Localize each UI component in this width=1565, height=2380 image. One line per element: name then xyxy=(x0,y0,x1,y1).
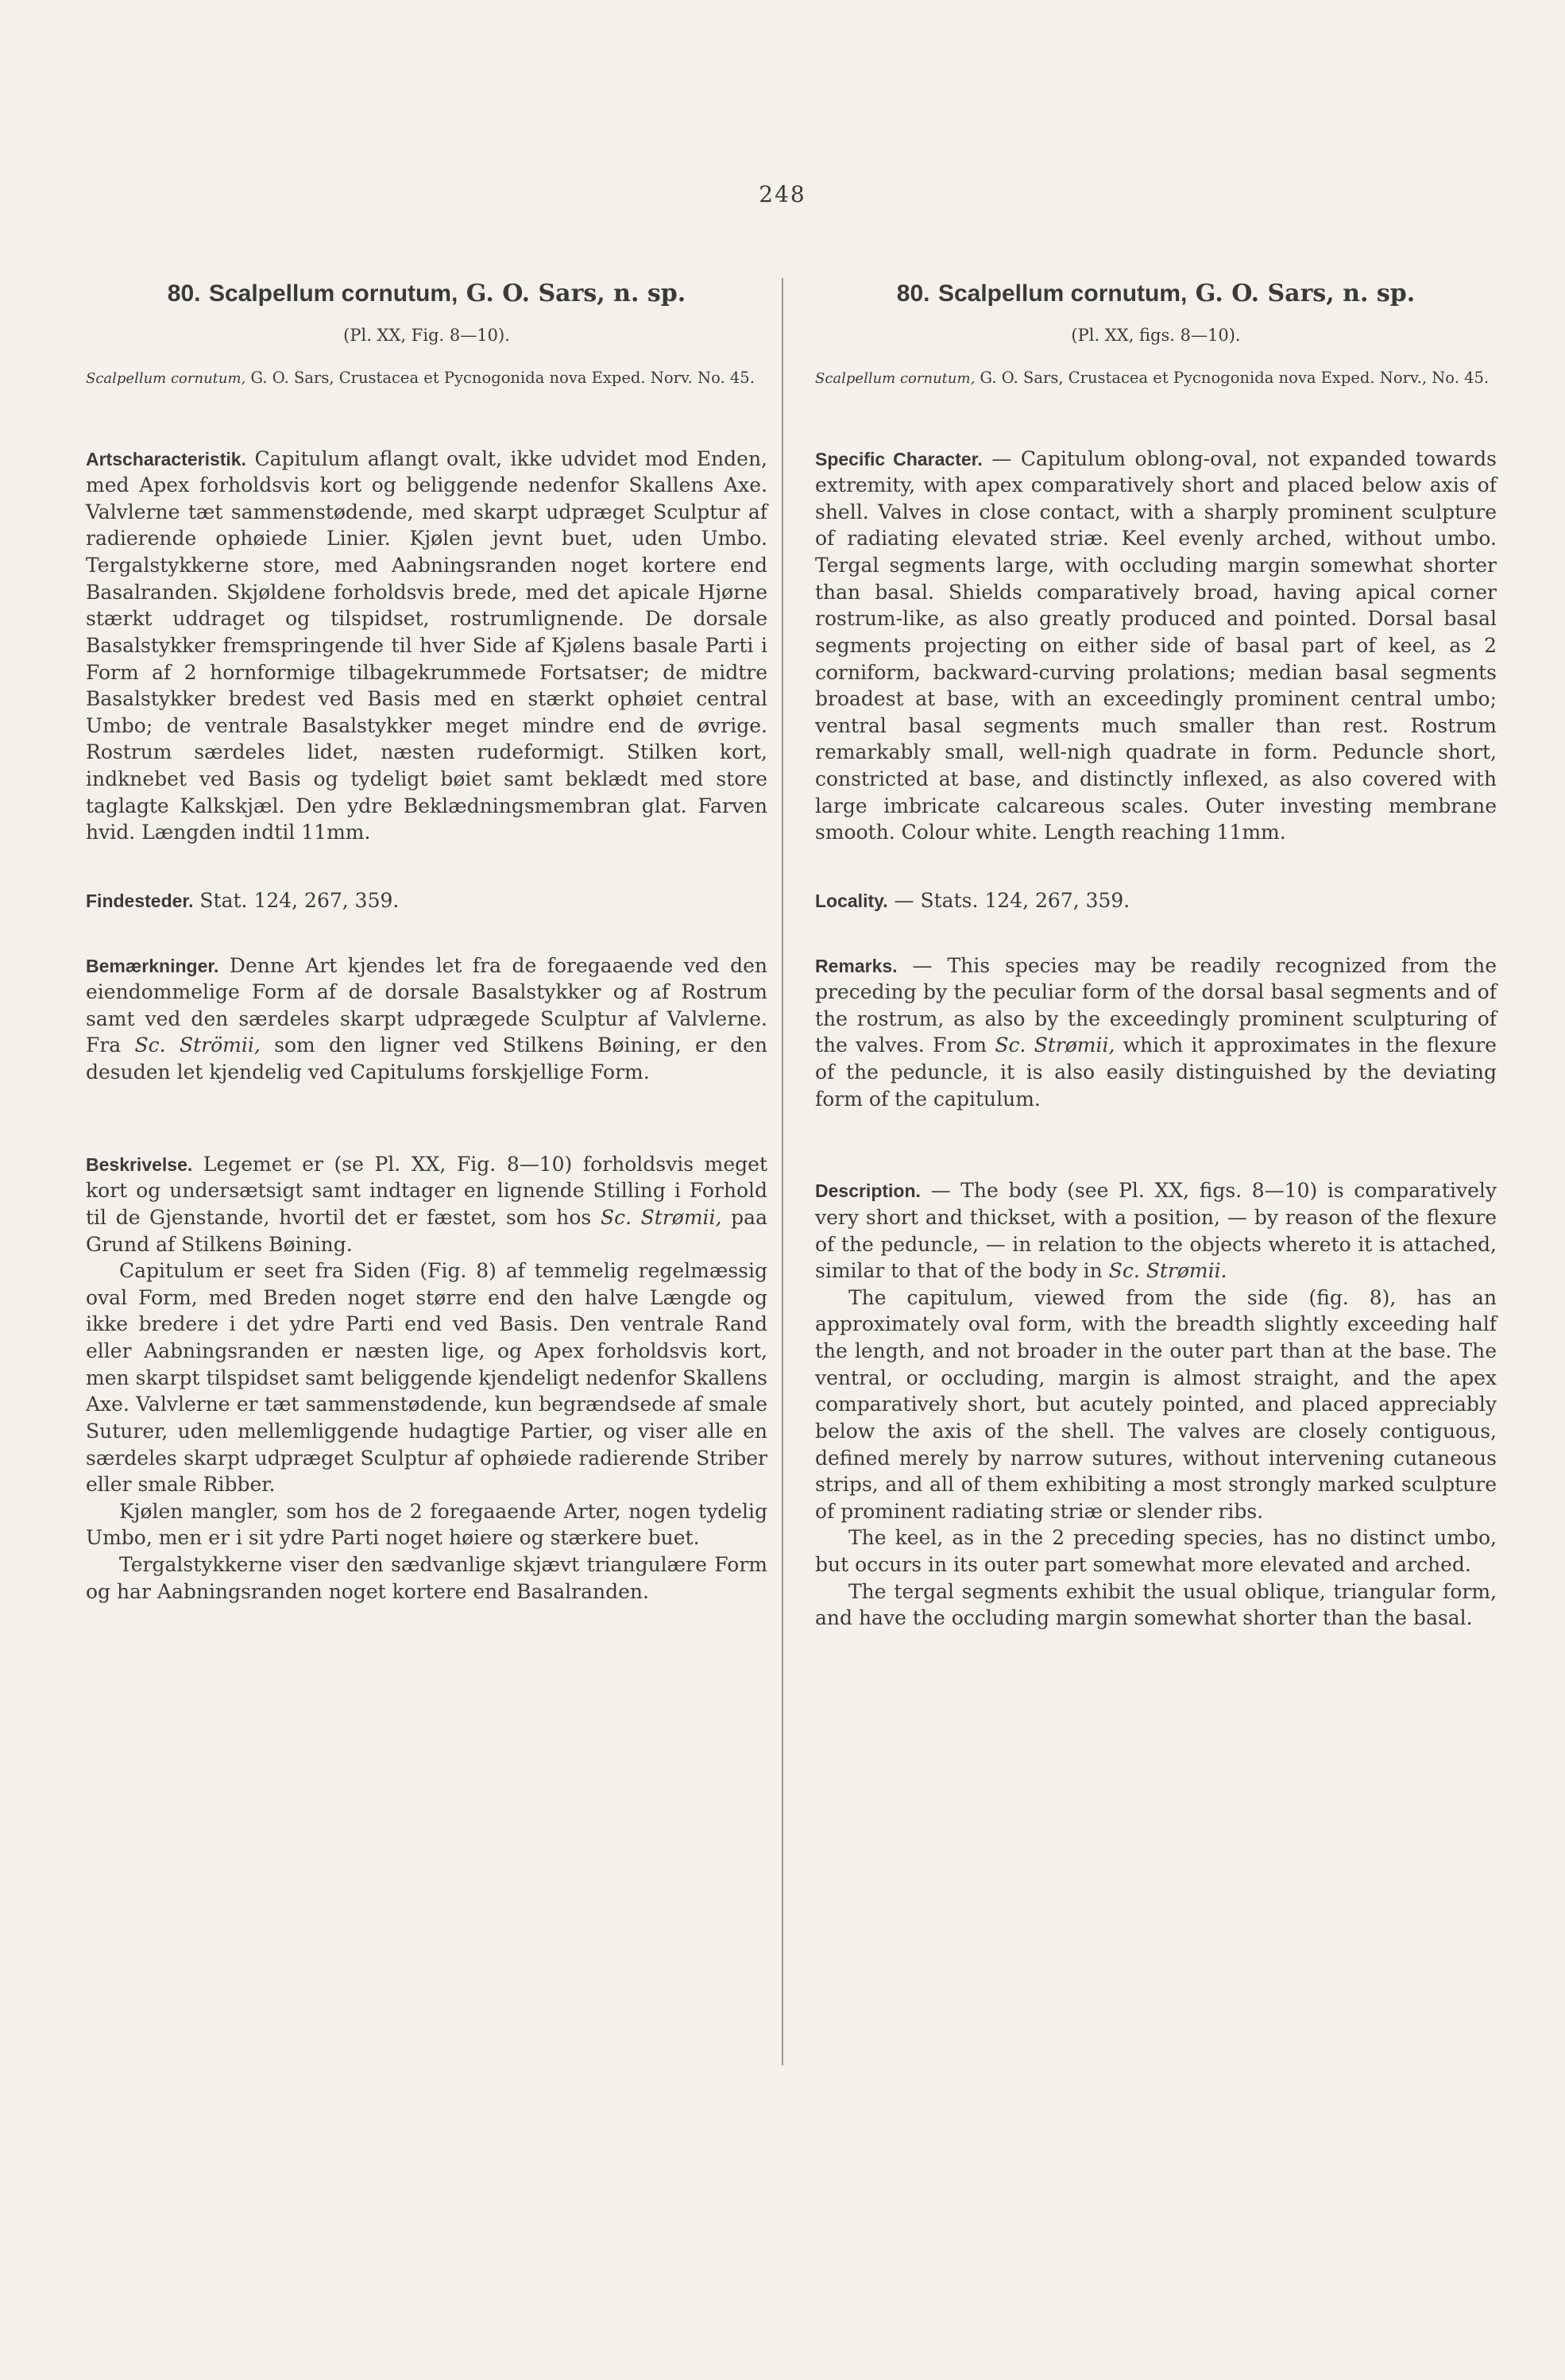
paragraph-text: — This species may be readily recognized from the preceding by the peculiar form of the dorsal basal segments and of the rostrum, as also by the exceedingly prominent sculpturing of the valves. From xyxy=(815,953,1497,1057)
tergal-paragraph: The tergal segments exhibit the usual oblique, triangular form, and have the occluding margin somewhat shorter than the basal. xyxy=(815,1579,1497,1630)
species-number: 80. xyxy=(167,280,201,307)
taxon-italic: Sc. Strømii. xyxy=(1108,1259,1227,1283)
species-author: G. O. Sars, n. sp. xyxy=(1187,280,1416,307)
taxon-italic: Sc. Strömii, xyxy=(134,1034,261,1057)
plate-reference: (Pl. XX, figs. 8—10). xyxy=(1071,326,1241,345)
artscharacteristik-paragraph xyxy=(86,446,767,846)
beskrivelse-paragraph xyxy=(86,1151,767,1258)
paragraph-text: som den ligner ved Stilkens Bøining, er den desuden let kjendelig ved Capitulums forskjellige Form. xyxy=(86,1034,767,1084)
species-name: Scalpellum cornutum, xyxy=(937,280,1188,307)
page-number: 248 xyxy=(759,181,806,207)
species-heading xyxy=(86,280,767,308)
keel-paragraph: Kjølen mangler, som hos de 2 foregaaende Arter, nogen tydelig Umbo, men er i sit ydre Parti noget høiere og stærkere buet. xyxy=(86,1499,767,1550)
section-label: Bemærkninger. xyxy=(86,955,219,976)
citation-taxon: Scalpellum cornutum, xyxy=(86,370,246,387)
description-paragraph xyxy=(815,1177,1497,1285)
paragraph-text: Denne Art kjendes let fra de foregaaende ved den eiendommelige Form af de dorsale Basalstykker og af Rostrum samt ved den særdeles skarpt udprægede Sculptur af Valvlerne. Fra xyxy=(86,953,767,1057)
paragraph-text: which it approximates in the flexure of the peduncle, it is also easily distinguished by the deviating form of the capitulum. xyxy=(815,1034,1497,1111)
locality-paragraph xyxy=(815,887,1497,914)
section-label: Locality. xyxy=(815,890,888,911)
paragraph-text: Legemet er (se Pl. XX, Fig. 8—10) forholdsvis meget kort og undersætsigt samt indtager en lignende Stilling i Forhold til de Gjenstande, hvortil det er fæstet, som hos xyxy=(86,1152,767,1229)
citation xyxy=(86,369,767,388)
section-label: Findesteder. xyxy=(86,890,194,911)
citation xyxy=(815,369,1497,388)
capitulum-paragraph: The capitulum, viewed from the side (fig. 8), has an approximately oval form, with the breadth slightly exceeding half the length, and not broader in the outer part than at the base. The ventral, or occluding, margin is almost straight, and the apex comparatively short, but acutely pointed, and placed appreciably below the axis of the shell. The valves are closely contiguous, defined merely by narrow sutures, without intervening cutaneous strips, and all of them exhibiting a most strongly marked sculpture of prominent radiating striæ or slender ribs. xyxy=(815,1285,1497,1523)
paragraph-text: paa Grund af Stilkens Bøining. xyxy=(86,1205,767,1256)
paragraph-text: Stat. 124, 267, 359. xyxy=(193,888,400,912)
paragraph-text: Capitulum aflangt ovalt, ikke udvidet mod Enden, med Apex forholdsvis kort og beliggende nedenfor Skallens Axe. Valvlerne tæt sammenstødende, med skarpt udpræget Sculptur af radierende ophøiede Linier. Kjølen jevnt buet, uden Umbo. Tergalstykkerne store, med Aabningsranden noget kortere end Basalranden. Skjøldene forholdsvis brede, med det apicale Hjørne stærkt uddraget og tilspidset, rostrumlignende. De dorsale Basalstykker fremspringende til hver Side af Kjølens basale Parti i Form af 2 hornformige tilbagekrummede Fortsatser; de midtre Basalstykker bredest ved Basis med en stærkt ophøiet central Umbo; de ventrale Basalstykker meget mindre end de øvrige. Rostrum særdeles lidet, næsten rudeformigt. Stilken kort, indknebet ved Basis og tydeligt bøiet samt beklædt med store taglagte Kalkskjæl. Den ydre Beklædningsmembran glat. Farven hvid. Længden indtil 11mm. xyxy=(86,446,767,844)
norwegian-column xyxy=(86,280,767,1605)
tergal-paragraph: Tergalstykkerne viser den sædvanlige skjævt triangulære Form og har Aabningsranden noget kortere end Basalranden. xyxy=(86,1553,767,1603)
english-column xyxy=(815,280,1497,1632)
specific-character-paragraph xyxy=(815,446,1497,846)
paragraph-text: — Capitulum oblong-oval, not expanded towards extremity, with apex comparatively short and placed below axis of shell. Valves in close contact, with a sharply prominent sculpture of radiating elevated striæ. Keel evenly arched, without umbo. Tergal segments large, with occluding margin somewhat shorter than basal. Shields comparatively broad, having apical corner rostrum-like, as also greatly produced and pointed. Dorsal basal segments projecting on either side of basal part of keel, as 2 corniform, backward-curving prolations; median basal segments broadest at base, with an exceedingly prominent central umbo; ventral basal segments much smaller than rest. Rostrum remarkably small, well-nigh quadrate in form. Peduncle short, constricted at base, and distinctly inflexed, as also covered with large imbricate calcareous scales. Outer investing membrane smooth. Colour white. Length reaching 11mm. xyxy=(815,446,1497,844)
plate-reference: (Pl. XX, Fig. 8—10). xyxy=(343,326,510,345)
citation-source: G. O. Sars, Crustacea et Pycnogonida nova Exped. Norv. No. 45. xyxy=(245,369,755,387)
paragraph-text: — Stats. 124, 267, 359. xyxy=(887,888,1130,912)
section-label: Description. xyxy=(815,1180,921,1202)
section-label: Beskrivelse. xyxy=(86,1153,193,1175)
species-author: G. O. Sars, n. sp. xyxy=(458,280,686,307)
bemaerkninger-paragraph xyxy=(86,952,767,1086)
citation-source: G. O. Sars, Crustacea et Pycnogonida nova Exped. Norv., No. 45. xyxy=(975,369,1490,387)
taxon-italic: Sc. Strømii, xyxy=(600,1205,722,1229)
citation-taxon: Scalpellum cornutum, xyxy=(815,370,976,387)
taxon-italic: Sc. Strømii, xyxy=(995,1034,1115,1057)
section-label: Artscharacteristik. xyxy=(86,448,246,469)
paragraph-text: — The body (see Pl. XX, figs. 8—10) is comparatively very short and thickset, with a position, — by reason of the flexure of the peduncle, — in relation to the objects whereto it is attached, similar to that of the body in xyxy=(815,1179,1497,1283)
species-number: 80. xyxy=(896,280,930,307)
capitulum-paragraph: Capitulum er seet fra Siden (Fig. 8) af temmelig regelmæssig oval Form, med Breden noget større end den halve Længde og ikke bredere i det ydre Parti end ved Basis. Den ventrale Rand eller Aabningsranden er næsten lige, og Apex forholdsvis kort, men skarpt tilspidset samt beliggende kjendeligt nedenfor Skallens Axe. Valvlerne er tæt sammenstødende, kun begrændsede af smale Suturer, uden mellemliggende hudagtige Partier, og viser alle en særdeles skarpt udpræget Sculptur af ophøiede radierende Striber eller smale Ribber. xyxy=(86,1259,767,1497)
section-label: Specific Character. xyxy=(815,448,983,469)
species-name: Scalpellum cornutum, xyxy=(208,280,458,307)
keel-paragraph: The keel, as in the 2 preceding species, has no distinct umbo, but occurs in its outer part somewhat more elevated and arched. xyxy=(815,1526,1497,1576)
column-divider xyxy=(782,278,783,2065)
findesteder-paragraph xyxy=(86,887,767,914)
section-label: Remarks. xyxy=(815,955,898,976)
remarks-paragraph xyxy=(815,952,1497,1113)
species-heading xyxy=(815,280,1497,308)
